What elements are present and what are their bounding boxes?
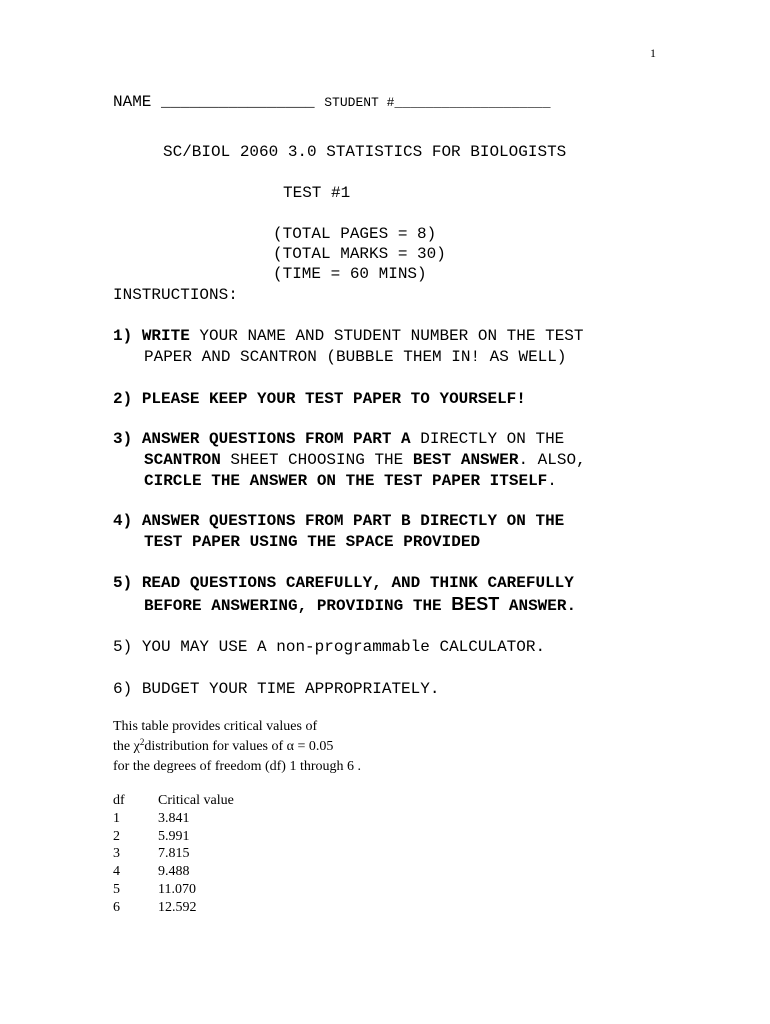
page-number: 1 [650, 46, 656, 60]
table-header-df: df [113, 793, 125, 808]
instruction-budget-time-text: BUDGET YOUR TIME APPROPRIATELY. [141, 680, 440, 698]
instruction-number: 6) [113, 680, 133, 698]
note-line-2 [113, 737, 361, 757]
table-row [113, 863, 234, 881]
table-header-critical-value: Critical value [158, 793, 234, 808]
table-row [113, 810, 234, 828]
note-superscript: 2 [139, 737, 145, 747]
instruction-number: 1) [113, 327, 133, 345]
table-row [113, 845, 234, 863]
instruction-3-text-2: SHEET CHOOSING THE [220, 451, 413, 469]
instruction-4 [113, 511, 564, 553]
df-cell: 6 [113, 899, 120, 915]
instruction-1 [113, 326, 584, 368]
instructions-heading: INSTRUCTIONS: [113, 286, 238, 304]
instruction-number: 5) [113, 638, 133, 656]
instruction-5-text-2: BEFORE ANSWERING, PROVIDING THE [144, 597, 452, 615]
instruction-3-text: DIRECTLY ON THE [410, 430, 565, 448]
instruction-2 [113, 389, 526, 410]
instruction-4-line-2: TEST PAPER USING THE SPACE PROVIDED [144, 533, 481, 551]
critical-value-cell: 11.070 [158, 881, 196, 897]
instruction-2-text: PLEASE KEEP YOUR TEST PAPER TO YOURSELF! [141, 390, 526, 408]
table-row [113, 881, 234, 899]
instruction-3-period: . [547, 472, 557, 490]
chi-square-note [113, 717, 361, 777]
note-alpha-text: distribution for values of α = 0.05 [144, 739, 334, 754]
best-emphasis: BEST [451, 594, 500, 614]
student-number-label: STUDENT # [324, 95, 395, 110]
table-header-row [113, 792, 234, 810]
circle-answer-bold: CIRCLE THE ANSWER ON THE TEST PAPER ITSELF [144, 472, 548, 490]
instruction-1-text: YOUR NAME AND STUDENT NUMBER ON THE TEST [189, 327, 584, 345]
instruction-number: 4) [113, 512, 133, 530]
critical-value-table [113, 792, 234, 917]
student-number-blank: ____________________ [394, 95, 551, 110]
instruction-3-text-3: . ALSO, [518, 451, 586, 469]
instruction-calculator-text: YOU MAY USE A non-programmable CALCULATOR. [141, 638, 546, 656]
best-answer-bold: BEST ANSWER [412, 451, 519, 469]
instruction-4-text: ANSWER QUESTIONS FROM PART B DIRECTLY ON THE [141, 512, 565, 530]
table-row [113, 899, 234, 917]
critical-value-cell: 9.488 [158, 864, 190, 880]
instruction-5 [113, 573, 576, 617]
scantron-bold: SCANTRON [144, 451, 221, 469]
df-cell: 1 [113, 810, 120, 826]
total-marks: (TOTAL MARKS = 30) [273, 245, 446, 263]
instruction-number: 3) [113, 430, 133, 448]
instruction-number: 5) [113, 574, 133, 592]
df-cell: 5 [113, 881, 120, 897]
instruction-3 [113, 429, 586, 492]
note-line-3: for the degrees of freedom (df) 1 through 6 . [113, 759, 362, 774]
df-cell: 2 [113, 828, 120, 844]
instruction-number: 2) [113, 390, 133, 408]
table-row [113, 828, 234, 846]
instruction-5-text: READ QUESTIONS CAREFULLY, AND THINK CAREFULLY [141, 574, 574, 592]
note-chi: the χ [113, 739, 140, 754]
critical-value-cell: 7.815 [158, 846, 190, 862]
instruction-1-bold: WRITE [141, 327, 190, 345]
instruction-budget-time [113, 679, 439, 700]
course-title: SC/BIOL 2060 3.0 STATISTICS FOR BIOLOGISTS [163, 143, 567, 161]
instruction-calculator [113, 637, 545, 658]
instruction-3-bold: ANSWER QUESTIONS FROM PART A [141, 430, 411, 448]
note-line-1: This table provides critical values of [113, 719, 318, 734]
total-pages: (TOTAL PAGES = 8) [273, 225, 437, 243]
name-label: NAME [113, 93, 152, 111]
critical-value-cell: 5.991 [158, 828, 190, 844]
time-limit: (TIME = 60 MINS) [273, 265, 427, 283]
name-blank: ________________ [161, 93, 315, 111]
name-student-line [113, 93, 551, 111]
critical-value-cell: 3.841 [158, 810, 190, 826]
instruction-5-text-3: ANSWER. [499, 597, 577, 615]
instruction-1-line-2: PAPER AND SCANTRON (BUBBLE THEM IN! AS WELL) [144, 348, 567, 366]
df-cell: 3 [113, 846, 120, 862]
test-label: TEST #1 [283, 184, 351, 202]
critical-value-cell: 12.592 [158, 899, 197, 915]
df-cell: 4 [113, 864, 120, 880]
